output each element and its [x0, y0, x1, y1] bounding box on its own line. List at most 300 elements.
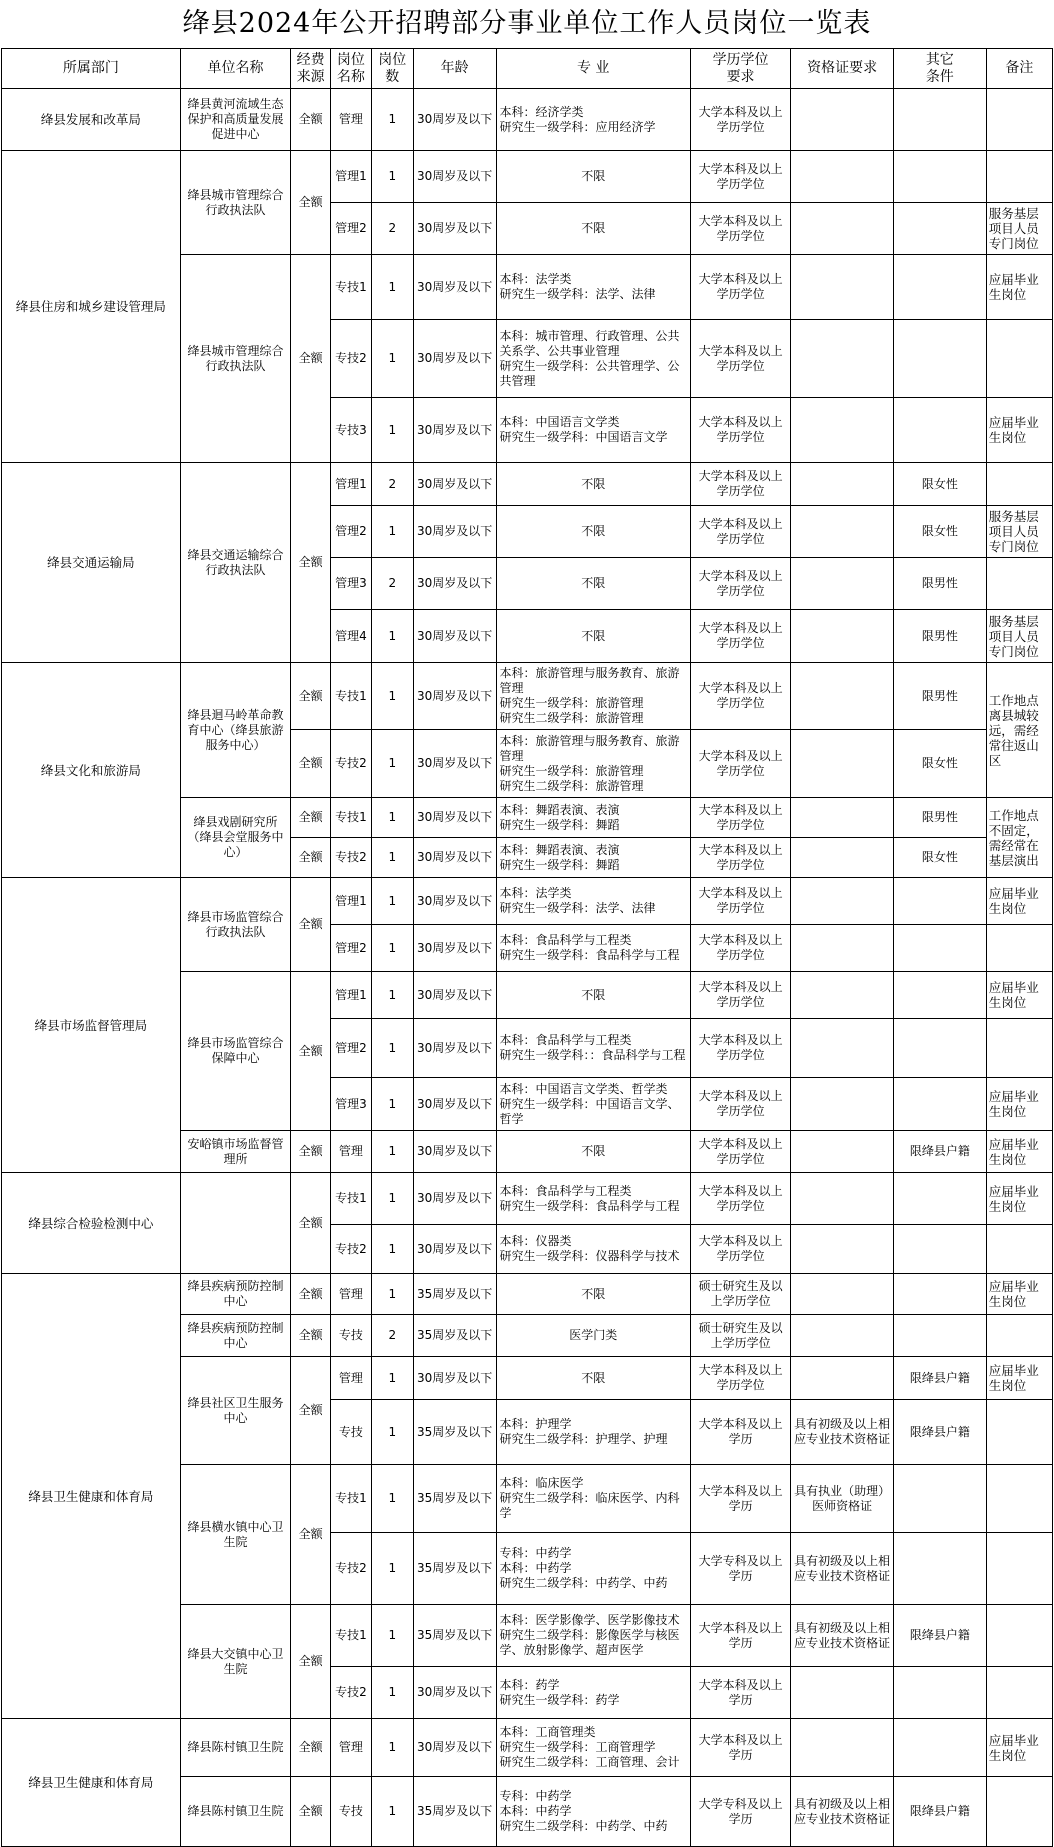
cert-cell	[791, 320, 894, 398]
count-cell: 1	[371, 838, 413, 878]
dept-cell: 绛县市场监督管理局	[2, 878, 181, 1173]
other-cell	[893, 1225, 986, 1274]
major-cell: 本科：食品科学与工程类 研究生一级学科：食品科学与工程	[496, 1173, 690, 1225]
fund-cell: 全额	[291, 151, 331, 255]
age-cell: 30周岁及以下	[413, 203, 496, 255]
cert-cell	[791, 1131, 894, 1173]
major-cell: 本科：工商管理类 研究生一级学科：工商管理学 研究生二级学科：工商管理、会计	[496, 1719, 690, 1777]
age-cell: 30周岁及以下	[413, 610, 496, 663]
other-cell	[893, 320, 986, 398]
fund-cell: 全额	[291, 89, 331, 151]
edu-cell: 大学本科及以上学历学位	[690, 320, 790, 398]
count-cell: 2	[371, 203, 413, 255]
count-cell: 1	[371, 1605, 413, 1667]
other-cell	[893, 1173, 986, 1225]
age-cell: 30周岁及以下	[413, 1019, 496, 1078]
post-cell: 管理2	[330, 203, 371, 255]
major-cell: 本科：法学类 研究生一级学科：法学、法律	[496, 878, 690, 925]
cert-cell	[791, 1315, 894, 1357]
post-cell: 管理2	[330, 1019, 371, 1078]
table-row	[2, 1173, 1053, 1225]
age-cell: 35周岁及以下	[413, 1315, 496, 1357]
table-row	[2, 463, 1053, 506]
remark-cell	[986, 1019, 1052, 1078]
header-fund: 经费 来源	[291, 49, 331, 89]
remark-cell	[986, 320, 1052, 398]
count-cell: 1	[371, 151, 413, 203]
table-row	[2, 663, 1053, 730]
age-cell: 30周岁及以下	[413, 89, 496, 151]
recruitment-table	[1, 48, 1053, 1847]
edu-cell: 大学本科及以上学历学位	[690, 1019, 790, 1078]
age-cell: 30周岁及以下	[413, 838, 496, 878]
cert-cell: 具有初级及以上相应专业技术资格证	[791, 1605, 894, 1667]
table-row	[2, 1719, 1053, 1777]
major-cell: 专科：中药学 本科：中药学 研究生二级学科：中药学、中药	[496, 1533, 690, 1605]
count-cell: 1	[371, 1274, 413, 1315]
remark-cell	[986, 1605, 1052, 1667]
major-cell: 医学门类	[496, 1315, 690, 1357]
remark-cell	[986, 1225, 1052, 1274]
major-cell: 本科：中国语言文学类、哲学类 研究生一级学科：中国语言文学、哲学	[496, 1078, 690, 1131]
count-cell: 1	[371, 798, 413, 838]
cert-cell	[791, 1357, 894, 1400]
count-cell: 1	[371, 1400, 413, 1465]
count-cell: 1	[371, 663, 413, 730]
other-cell	[893, 1667, 986, 1719]
post-cell: 专技2	[330, 1225, 371, 1274]
count-cell: 1	[371, 972, 413, 1019]
major-cell: 本科：城市管理、行政管理、公共关系学、公共事业管理 研究生一级学科：公共管理学、公共管理	[496, 320, 690, 398]
fund-cell: 全额	[291, 878, 331, 972]
age-cell: 30周岁及以下	[413, 663, 496, 730]
count-cell: 1	[371, 610, 413, 663]
post-cell: 专技1	[330, 1173, 371, 1225]
other-cell: 限绛县户籍	[893, 1400, 986, 1465]
other-cell	[893, 1465, 986, 1533]
fund-cell: 全额	[291, 1274, 331, 1315]
header-count: 岗位 数	[371, 49, 413, 89]
edu-cell: 大学本科及以上学历学位	[690, 1131, 790, 1173]
age-cell: 30周岁及以下	[413, 1173, 496, 1225]
edu-cell: 大学专科及以上学历	[690, 1777, 790, 1847]
age-cell: 30周岁及以下	[413, 1667, 496, 1719]
other-cell: 限绛县户籍	[893, 1777, 986, 1847]
edu-cell: 大学本科及以上学历学位	[690, 558, 790, 610]
remark-cell: 服务基层项目人员专门岗位	[986, 203, 1052, 255]
count-cell: 1	[371, 89, 413, 151]
post-cell: 管理1	[330, 151, 371, 203]
other-cell	[893, 398, 986, 463]
major-cell: 不限	[496, 610, 690, 663]
header-row	[2, 49, 1053, 89]
fund-cell: 全额	[291, 730, 331, 798]
post-cell: 专技	[330, 1400, 371, 1465]
count-cell: 1	[371, 1667, 413, 1719]
major-cell: 本科：食品科学与工程类 研究生一级学科：：食品科学与工程	[496, 1019, 690, 1078]
cert-cell	[791, 1225, 894, 1274]
post-cell: 管理2	[330, 925, 371, 972]
cert-cell	[791, 798, 894, 838]
post-cell: 专技1	[330, 663, 371, 730]
other-cell: 限女性	[893, 838, 986, 878]
age-cell: 35周岁及以下	[413, 1274, 496, 1315]
age-cell: 30周岁及以下	[413, 1078, 496, 1131]
unit-cell	[180, 1173, 290, 1274]
unit-cell: 绛县疾病预防控制中心	[180, 1315, 290, 1357]
unit-cell: 绛县陈村镇卫生院	[180, 1719, 290, 1777]
cert-cell	[791, 203, 894, 255]
count-cell: 1	[371, 255, 413, 320]
cert-cell	[791, 1019, 894, 1078]
cert-cell	[791, 1274, 894, 1315]
fund-cell: 全额	[291, 1605, 331, 1719]
cert-cell	[791, 1667, 894, 1719]
page-title: 绛县2024年公开招聘部分事业单位工作人员岗位一览表	[182, 8, 872, 39]
unit-cell: 安峪镇市场监督管理所	[180, 1131, 290, 1173]
count-cell: 1	[371, 506, 413, 558]
count-cell: 1	[371, 878, 413, 925]
cert-cell: 具有初级及以上相应专业技术资格证	[791, 1777, 894, 1847]
edu-cell: 大学本科及以上学历学位	[690, 203, 790, 255]
header-edu: 学历学位 要求	[690, 49, 790, 89]
fund-cell: 全额	[291, 798, 331, 838]
unit-cell: 绛县黄河流域生态保护和高质量发展促进中心	[180, 89, 290, 151]
post-cell: 管理1	[330, 878, 371, 925]
edu-cell: 大学本科及以上学历学位	[690, 663, 790, 730]
cert-cell	[791, 506, 894, 558]
count-cell: 1	[371, 1131, 413, 1173]
age-cell: 30周岁及以下	[413, 798, 496, 838]
fund-cell: 全额	[291, 255, 331, 463]
age-cell: 30周岁及以下	[413, 1131, 496, 1173]
fund-cell: 全额	[291, 1465, 331, 1605]
cert-cell	[791, 878, 894, 925]
other-cell: 限绛县户籍	[893, 1131, 986, 1173]
edu-cell: 大学本科及以上学历学位	[690, 878, 790, 925]
cert-cell	[791, 925, 894, 972]
age-cell: 30周岁及以下	[413, 398, 496, 463]
remark-cell: 应届毕业生岗位	[986, 1078, 1052, 1131]
remark-cell	[986, 89, 1052, 151]
major-cell: 本科：舞蹈表演、表演 研究生一级学科：舞蹈	[496, 798, 690, 838]
major-cell: 不限	[496, 203, 690, 255]
header-age: 年龄	[413, 49, 496, 89]
cert-cell	[791, 972, 894, 1019]
fund-cell: 全额	[291, 663, 331, 730]
other-cell: 限男性	[893, 558, 986, 610]
edu-cell: 大学本科及以上学历	[690, 1465, 790, 1533]
cert-cell	[791, 255, 894, 320]
age-cell: 30周岁及以下	[413, 925, 496, 972]
remark-cell: 工作地点离县城较远，需经常往返山区	[986, 663, 1052, 798]
count-cell: 1	[371, 1019, 413, 1078]
post-cell: 管理3	[330, 558, 371, 610]
cert-cell	[791, 1078, 894, 1131]
cert-cell	[791, 838, 894, 878]
other-cell	[893, 1315, 986, 1357]
post-cell: 专技2	[330, 838, 371, 878]
unit-cell: 绛县大交镇中心卫生院	[180, 1605, 290, 1719]
edu-cell: 大学本科及以上学历	[690, 1605, 790, 1667]
age-cell: 30周岁及以下	[413, 151, 496, 203]
table-row	[2, 89, 1053, 151]
post-cell: 管理	[330, 1357, 371, 1400]
post-cell: 管理1	[330, 972, 371, 1019]
other-cell: 限绛县户籍	[893, 1357, 986, 1400]
remark-cell: 应届毕业生岗位	[986, 972, 1052, 1019]
remark-cell	[986, 1400, 1052, 1465]
table-row	[2, 151, 1053, 203]
edu-cell: 大学本科及以上学历学位	[690, 925, 790, 972]
other-cell	[893, 255, 986, 320]
remark-cell	[986, 1315, 1052, 1357]
unit-cell: 绛县社区卫生服务中心	[180, 1357, 290, 1465]
age-cell: 30周岁及以下	[413, 1225, 496, 1274]
count-cell: 1	[371, 1777, 413, 1847]
age-cell: 30周岁及以下	[413, 320, 496, 398]
remark-cell: 服务基层项目人员专门岗位	[986, 610, 1052, 663]
post-cell: 管理	[330, 89, 371, 151]
cert-cell: 具有初级及以上相应专业技术资格证	[791, 1400, 894, 1465]
remark-cell: 应届毕业生岗位	[986, 255, 1052, 320]
major-cell: 本科：药学 研究生一级学科：药学	[496, 1667, 690, 1719]
dept-cell: 绛县发展和改革局	[2, 89, 181, 151]
post-cell: 专技1	[330, 1605, 371, 1667]
header-cert: 资格证要求	[791, 49, 894, 89]
post-cell: 专技2	[330, 1533, 371, 1605]
edu-cell: 大学本科及以上学历学位	[690, 838, 790, 878]
post-cell: 专技2	[330, 1667, 371, 1719]
major-cell: 本科：护理学 研究生二级学科：护理学、护理	[496, 1400, 690, 1465]
unit-cell: 绛县城市管理综合行政执法队	[180, 255, 290, 463]
fund-cell: 全额	[291, 1777, 331, 1847]
remark-cell: 应届毕业生岗位	[986, 1719, 1052, 1777]
remark-cell: 应届毕业生岗位	[986, 1131, 1052, 1173]
post-cell: 管理	[330, 1719, 371, 1777]
unit-cell: 绛县陈村镇卫生院	[180, 1777, 290, 1847]
edu-cell: 大学本科及以上学历学位	[690, 463, 790, 506]
table-row	[2, 878, 1053, 925]
cert-cell	[791, 398, 894, 463]
remark-cell: 应届毕业生岗位	[986, 1274, 1052, 1315]
major-cell: 不限	[496, 972, 690, 1019]
post-cell: 专技2	[330, 320, 371, 398]
other-cell: 限男性	[893, 798, 986, 838]
post-cell: 专技2	[330, 730, 371, 798]
edu-cell: 大学本科及以上学历	[690, 1719, 790, 1777]
edu-cell: 大学本科及以上学历学位	[690, 1357, 790, 1400]
dept-cell: 绛县文化和旅游局	[2, 663, 181, 878]
major-cell: 不限	[496, 1357, 690, 1400]
age-cell: 30周岁及以下	[413, 506, 496, 558]
edu-cell: 硕士研究生及以上学历学位	[690, 1274, 790, 1315]
major-cell: 本科：食品科学与工程类 研究生一级学科：食品科学与工程	[496, 925, 690, 972]
other-cell	[893, 1533, 986, 1605]
other-cell	[893, 1078, 986, 1131]
count-cell: 1	[371, 1173, 413, 1225]
other-cell: 限男性	[893, 663, 986, 730]
major-cell: 本科：医学影像学、医学影像技术 研究生二级学科：影像医学与核医学、放射影像学、超声医学	[496, 1605, 690, 1667]
cert-cell	[791, 463, 894, 506]
fund-cell: 全额	[291, 463, 331, 663]
post-cell: 管理2	[330, 506, 371, 558]
dept-cell: 绛县卫生健康和体育局	[2, 1719, 181, 1847]
remark-cell	[986, 1777, 1052, 1847]
major-cell: 本科：中国语言文学类 研究生一级学科：中国语言文学	[496, 398, 690, 463]
count-cell: 2	[371, 558, 413, 610]
edu-cell: 大学本科及以上学历学位	[690, 1078, 790, 1131]
major-cell: 不限	[496, 506, 690, 558]
edu-cell: 大学本科及以上学历	[690, 1667, 790, 1719]
unit-cell: 绛县城市管理综合行政执法队	[180, 151, 290, 255]
count-cell: 2	[371, 463, 413, 506]
major-cell: 本科：法学类 研究生一级学科：法学、法律	[496, 255, 690, 320]
unit-cell: 绛县戏剧研究所（绛县会堂服务中心）	[180, 798, 290, 878]
major-cell: 不限	[496, 1274, 690, 1315]
other-cell	[893, 972, 986, 1019]
count-cell: 1	[371, 730, 413, 798]
unit-cell: 绛县交通运输综合行政执法队	[180, 463, 290, 663]
edu-cell: 大学本科及以上学历学位	[690, 610, 790, 663]
count-cell: 2	[371, 1315, 413, 1357]
unit-cell: 绛县横水镇中心卫生院	[180, 1465, 290, 1605]
major-cell: 不限	[496, 1131, 690, 1173]
fund-cell: 全额	[291, 1719, 331, 1777]
cert-cell	[791, 1719, 894, 1777]
age-cell: 35周岁及以下	[413, 1533, 496, 1605]
header-other: 其它 条件	[893, 49, 986, 89]
edu-cell: 大学本科及以上学历学位	[690, 730, 790, 798]
post-cell: 专技1	[330, 798, 371, 838]
edu-cell: 大学本科及以上学历学位	[690, 506, 790, 558]
edu-cell: 大学本科及以上学历学位	[690, 972, 790, 1019]
fund-cell: 全额	[291, 972, 331, 1131]
edu-cell: 硕士研究生及以上学历学位	[690, 1315, 790, 1357]
cert-cell	[791, 151, 894, 203]
count-cell: 1	[371, 1465, 413, 1533]
major-cell: 本科：旅游管理与服务教育、旅游管理 研究生一级学科：旅游管理 研究生二级学科：旅游管理	[496, 663, 690, 730]
age-cell: 30周岁及以下	[413, 1357, 496, 1400]
dept-cell: 绛县交通运输局	[2, 463, 181, 663]
post-cell: 管理3	[330, 1078, 371, 1131]
remark-cell	[986, 1465, 1052, 1533]
other-cell: 限女性	[893, 506, 986, 558]
post-cell: 管理	[330, 1274, 371, 1315]
age-cell: 30周岁及以下	[413, 255, 496, 320]
edu-cell: 大学本科及以上学历学位	[690, 398, 790, 463]
remark-cell: 服务基层项目人员专门岗位	[986, 506, 1052, 558]
post-cell: 管理1	[330, 463, 371, 506]
unit-cell: 绛县迴马岭革命教育中心（绛县旅游服务中心）	[180, 663, 290, 798]
post-cell: 专技	[330, 1777, 371, 1847]
other-cell	[893, 878, 986, 925]
edu-cell: 大学专科及以上学历	[690, 1533, 790, 1605]
major-cell: 本科：仪器类 研究生一级学科：仪器科学与技术	[496, 1225, 690, 1274]
age-cell: 30周岁及以下	[413, 558, 496, 610]
cert-cell	[791, 558, 894, 610]
count-cell: 1	[371, 1719, 413, 1777]
remark-cell	[986, 558, 1052, 610]
post-cell: 管理4	[330, 610, 371, 663]
header-major: 专 业	[496, 49, 690, 89]
count-cell: 1	[371, 398, 413, 463]
post-cell: 专技3	[330, 398, 371, 463]
cert-cell	[791, 1173, 894, 1225]
count-cell: 1	[371, 1357, 413, 1400]
post-cell: 管理	[330, 1131, 371, 1173]
other-cell	[893, 89, 986, 151]
remark-cell	[986, 925, 1052, 972]
age-cell: 35周岁及以下	[413, 1777, 496, 1847]
other-cell	[893, 1019, 986, 1078]
dept-cell: 绛县住房和城乡建设管理局	[2, 151, 181, 463]
fund-cell: 全额	[291, 838, 331, 878]
age-cell: 35周岁及以下	[413, 1400, 496, 1465]
other-cell	[893, 925, 986, 972]
major-cell: 专科：中药学 本科：中药学 研究生二级学科：中药学、中药	[496, 1777, 690, 1847]
header-remark: 备注	[986, 49, 1052, 89]
header-dept: 所属部门	[2, 49, 181, 89]
cert-cell: 具有初级及以上相应专业技术资格证	[791, 1533, 894, 1605]
cert-cell	[791, 89, 894, 151]
header-post: 岗位 名称	[330, 49, 371, 89]
post-cell: 专技1	[330, 1465, 371, 1533]
edu-cell: 大学本科及以上学历学位	[690, 89, 790, 151]
cert-cell	[791, 730, 894, 798]
remark-cell: 应届毕业生岗位	[986, 398, 1052, 463]
unit-cell: 绛县市场监管综合行政执法队	[180, 878, 290, 972]
age-cell: 35周岁及以下	[413, 1465, 496, 1533]
fund-cell: 全额	[291, 1357, 331, 1465]
fund-cell: 全额	[291, 1315, 331, 1357]
cert-cell	[791, 610, 894, 663]
age-cell: 30周岁及以下	[413, 463, 496, 506]
age-cell: 30周岁及以下	[413, 972, 496, 1019]
remark-cell: 应届毕业生岗位	[986, 878, 1052, 925]
major-cell: 本科：临床医学 研究生二级学科：临床医学、内科学	[496, 1465, 690, 1533]
cert-cell	[791, 663, 894, 730]
remark-cell: 应届毕业生岗位	[986, 1173, 1052, 1225]
remark-cell: 应届毕业生岗位	[986, 1357, 1052, 1400]
edu-cell: 大学本科及以上学历	[690, 1400, 790, 1465]
remark-cell	[986, 463, 1052, 506]
edu-cell: 大学本科及以上学历学位	[690, 255, 790, 320]
header-unit: 单位名称	[180, 49, 290, 89]
major-cell: 本科：舞蹈表演、表演 研究生一级学科：舞蹈	[496, 838, 690, 878]
other-cell: 限女性	[893, 730, 986, 798]
post-cell: 专技	[330, 1315, 371, 1357]
other-cell	[893, 1274, 986, 1315]
fund-cell: 全额	[291, 1173, 331, 1274]
remark-cell	[986, 1667, 1052, 1719]
count-cell: 1	[371, 925, 413, 972]
other-cell: 限男性	[893, 610, 986, 663]
major-cell: 不限	[496, 151, 690, 203]
edu-cell: 大学本科及以上学历学位	[690, 1225, 790, 1274]
age-cell: 30周岁及以下	[413, 730, 496, 798]
other-cell	[893, 203, 986, 255]
major-cell: 本科：旅游管理与服务教育、旅游管理 研究生一级学科：旅游管理 研究生二级学科：旅游管理	[496, 730, 690, 798]
remark-cell: 工作地点不固定，需经常在基层演出	[986, 798, 1052, 878]
count-cell: 1	[371, 320, 413, 398]
age-cell: 30周岁及以下	[413, 1719, 496, 1777]
count-cell: 1	[371, 1078, 413, 1131]
unit-cell: 绛县市场监管综合保障中心	[180, 972, 290, 1131]
major-cell: 不限	[496, 463, 690, 506]
other-cell: 限绛县户籍	[893, 1605, 986, 1667]
age-cell: 35周岁及以下	[413, 1605, 496, 1667]
